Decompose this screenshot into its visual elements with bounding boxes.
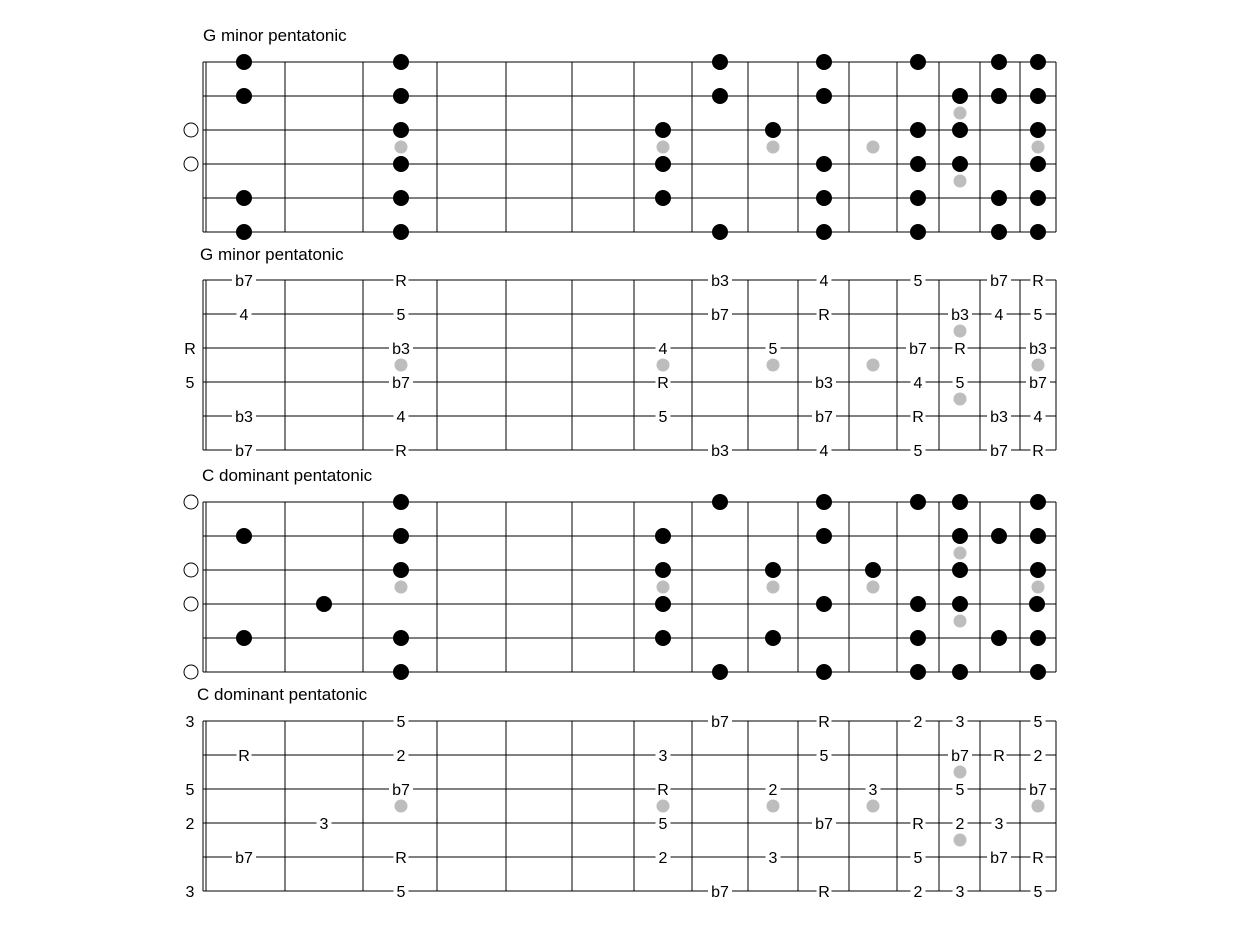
note-dot [991, 54, 1007, 70]
fret-inlay-marker [395, 800, 408, 813]
note-dot [393, 156, 409, 172]
fret-inlay-marker [867, 141, 880, 154]
note-dot [393, 562, 409, 578]
diagram-title: C dominant pentatonic [202, 466, 373, 485]
fret-inlay-marker [1032, 800, 1045, 813]
note-dot [952, 596, 968, 612]
note-label: 5 [768, 341, 778, 358]
note-label: b7 [711, 714, 729, 731]
note-label: R [1032, 850, 1044, 867]
note-label: 2 [658, 850, 668, 867]
note-label: b7 [235, 273, 253, 290]
note-dot [655, 156, 671, 172]
note-label: 5 [913, 850, 923, 867]
note-dot [655, 528, 671, 544]
note-label: 5 [396, 307, 406, 324]
note-label: 5 [913, 273, 923, 290]
note-label: b7 [235, 443, 253, 460]
fret-inlay-marker [657, 800, 670, 813]
note-dot [991, 528, 1007, 544]
diagram-title: G minor pentatonic [203, 26, 347, 45]
note-label: 5 [819, 748, 829, 765]
note-label: R [657, 375, 669, 392]
note-dot [910, 596, 926, 612]
note-dot [816, 494, 832, 510]
note-label: b3 [235, 409, 253, 426]
note-dot [655, 596, 671, 612]
note-dot [236, 54, 252, 70]
note-label: R [912, 816, 924, 833]
fret-inlay-marker [1032, 141, 1045, 154]
note-dot [765, 562, 781, 578]
open-string-label: 2 [185, 816, 195, 833]
note-dot [393, 494, 409, 510]
note-label: b3 [392, 341, 410, 358]
open-string-label: 3 [185, 884, 195, 901]
note-dot [952, 562, 968, 578]
fret-inlay-marker [395, 141, 408, 154]
note-label: 4 [1033, 409, 1043, 426]
note-label: b7 [392, 782, 410, 799]
note-dot [910, 664, 926, 680]
fret-inlay-marker [1032, 581, 1045, 594]
fret-inlay-marker [954, 615, 967, 628]
fret-inlay-marker [657, 359, 670, 372]
note-dot [910, 54, 926, 70]
note-label: b7 [909, 341, 927, 358]
note-label: R [657, 782, 669, 799]
note-dot [816, 88, 832, 104]
note-dot [991, 630, 1007, 646]
note-label: 4 [819, 273, 829, 290]
note-label: b7 [815, 409, 833, 426]
note-label: b7 [1029, 375, 1047, 392]
note-label: 3 [658, 748, 668, 765]
note-label: 4 [819, 443, 829, 460]
note-label: 2 [768, 782, 778, 799]
note-dot [816, 596, 832, 612]
note-label: R [993, 748, 1005, 765]
open-string-marker [184, 495, 198, 509]
note-dot [316, 596, 332, 612]
note-label: b7 [1029, 782, 1047, 799]
note-label: 2 [913, 884, 923, 901]
note-dot [712, 494, 728, 510]
note-dot [393, 664, 409, 680]
note-label: b3 [711, 443, 729, 460]
note-label: 4 [239, 307, 249, 324]
fret-inlay-marker [657, 141, 670, 154]
note-dot [1030, 630, 1046, 646]
note-dot [816, 528, 832, 544]
open-string-label: 5 [185, 782, 195, 799]
note-dot [952, 122, 968, 138]
note-dot [816, 664, 832, 680]
fret-inlay-marker [954, 325, 967, 338]
note-label: b7 [951, 748, 969, 765]
note-dot [1030, 224, 1046, 240]
note-dot [1030, 88, 1046, 104]
note-label: R [395, 443, 407, 460]
note-label: R [818, 884, 830, 901]
open-string-marker [184, 123, 198, 137]
open-string-marker [184, 665, 198, 679]
note-label: 2 [955, 816, 965, 833]
note-dot [952, 494, 968, 510]
fret-inlay-marker [767, 581, 780, 594]
fret-inlay-marker [954, 175, 967, 188]
note-dot [816, 54, 832, 70]
note-dot [236, 528, 252, 544]
fret-inlay-marker [767, 359, 780, 372]
note-label: R [818, 714, 830, 731]
note-label: R [395, 273, 407, 290]
note-label: b3 [990, 409, 1008, 426]
note-label: b7 [711, 884, 729, 901]
note-label: b3 [711, 273, 729, 290]
note-dot [655, 562, 671, 578]
note-label: 4 [913, 375, 923, 392]
note-dot [910, 494, 926, 510]
note-label: 2 [396, 748, 406, 765]
fret-inlay-marker [954, 834, 967, 847]
note-dot [393, 88, 409, 104]
open-string-marker [184, 563, 198, 577]
note-dot [910, 190, 926, 206]
fret-inlay-marker [767, 800, 780, 813]
note-dot [865, 562, 881, 578]
fret-inlay-marker [767, 141, 780, 154]
note-label: 3 [955, 884, 965, 901]
note-label: R [238, 748, 250, 765]
note-label: 5 [1033, 884, 1043, 901]
note-label: 5 [913, 443, 923, 460]
note-dot [991, 190, 1007, 206]
note-dot [236, 190, 252, 206]
note-dot [1030, 664, 1046, 680]
open-string-marker [184, 157, 198, 171]
note-label: 5 [955, 782, 965, 799]
fret-inlay-marker [954, 547, 967, 560]
open-string-label: 3 [185, 714, 195, 731]
note-label: R [818, 307, 830, 324]
note-dot [393, 190, 409, 206]
note-label: 5 [396, 884, 406, 901]
fretboard-2 [184, 245, 1056, 460]
fret-inlay-marker [954, 393, 967, 406]
note-dot [236, 88, 252, 104]
note-dot [393, 54, 409, 70]
note-dot [712, 88, 728, 104]
note-label: 5 [658, 409, 668, 426]
note-dot [765, 122, 781, 138]
open-string-label: 5 [185, 375, 195, 392]
note-dot [393, 630, 409, 646]
note-dot [952, 156, 968, 172]
note-dot [952, 664, 968, 680]
note-label: b7 [990, 443, 1008, 460]
open-string-marker [184, 597, 198, 611]
diagram-title: C dominant pentatonic [197, 685, 368, 704]
note-dot [393, 122, 409, 138]
fret-inlay-marker [954, 107, 967, 120]
note-dot [655, 122, 671, 138]
fret-inlay-marker [867, 800, 880, 813]
note-dot [910, 122, 926, 138]
note-dot [1030, 54, 1046, 70]
note-label: R [1032, 273, 1044, 290]
diagram-title: G minor pentatonic [200, 245, 344, 264]
note-label: R [954, 341, 966, 358]
note-label: b7 [235, 850, 253, 867]
note-label: 5 [396, 714, 406, 731]
note-dot [236, 224, 252, 240]
note-dot [393, 224, 409, 240]
note-label: b7 [815, 816, 833, 833]
note-dot [765, 630, 781, 646]
open-string-label: R [184, 341, 196, 358]
note-dot [816, 224, 832, 240]
fret-inlay-marker [395, 359, 408, 372]
note-dot [712, 664, 728, 680]
note-label: 4 [658, 341, 668, 358]
note-dot [816, 190, 832, 206]
note-label: b7 [990, 850, 1008, 867]
fret-inlay-marker [395, 581, 408, 594]
note-label: b7 [990, 273, 1008, 290]
fret-inlay-marker [1032, 359, 1045, 372]
note-label: 5 [955, 375, 965, 392]
note-dot [1030, 156, 1046, 172]
note-dot [1030, 494, 1046, 510]
fret-inlay-marker [657, 581, 670, 594]
note-label: b3 [1029, 341, 1047, 358]
note-label: 4 [994, 307, 1004, 324]
note-label: R [1032, 443, 1044, 460]
note-label: R [395, 850, 407, 867]
note-dot [952, 528, 968, 544]
note-label: b7 [392, 375, 410, 392]
note-label: 5 [658, 816, 668, 833]
note-dot [393, 528, 409, 544]
note-dot [1030, 528, 1046, 544]
note-label: 2 [1033, 748, 1043, 765]
note-label: 3 [994, 816, 1004, 833]
note-dot [991, 88, 1007, 104]
note-dot [1029, 596, 1045, 612]
fretboard-3 [184, 466, 1056, 680]
note-dot [712, 54, 728, 70]
note-dot [910, 156, 926, 172]
note-label: 4 [396, 409, 406, 426]
note-dot [991, 224, 1007, 240]
note-label: b3 [951, 307, 969, 324]
note-dot [236, 630, 252, 646]
note-label: b3 [815, 375, 833, 392]
note-label: 2 [913, 714, 923, 731]
note-dot [1030, 562, 1046, 578]
note-dot [655, 190, 671, 206]
note-label: 3 [319, 816, 329, 833]
note-dot [655, 630, 671, 646]
note-label: b7 [711, 307, 729, 324]
note-label: 3 [868, 782, 878, 799]
note-label: 5 [1033, 714, 1043, 731]
note-label: 5 [1033, 307, 1043, 324]
note-dot [910, 630, 926, 646]
note-dot [910, 224, 926, 240]
note-dot [712, 224, 728, 240]
note-dot [1030, 190, 1046, 206]
fret-inlay-marker [954, 766, 967, 779]
fret-inlay-marker [867, 359, 880, 372]
note-label: 3 [955, 714, 965, 731]
note-label: 3 [768, 850, 778, 867]
note-dot [816, 156, 832, 172]
fret-inlay-marker [867, 581, 880, 594]
note-dot [952, 88, 968, 104]
note-label: R [912, 409, 924, 426]
note-dot [1030, 122, 1046, 138]
fretboard-1 [184, 26, 1056, 240]
fretboard-4 [186, 685, 1056, 901]
